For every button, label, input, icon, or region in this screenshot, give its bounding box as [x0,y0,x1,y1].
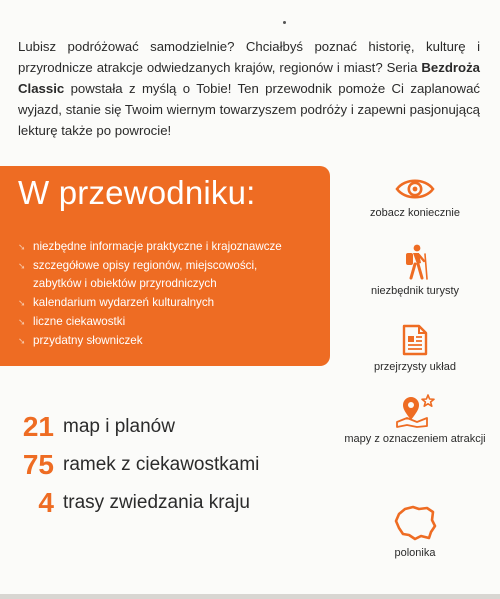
eye-icon [395,176,435,202]
arrow-bullet-icon: ➘ [18,260,26,271]
hiker-icon [400,244,430,280]
box-title: W przewodniku: [18,174,256,211]
intro-text-2: powstała z myślą o Tobie! Ten przewodnik pomoże Ci zaplanować wyjazd, stanie się Twoim wiernym towarzyszem podróży i zapewni pasjonującą lekturę także po powrocie! [18,81,480,138]
guide-contents-box [0,166,330,366]
feature-polonika [340,504,490,561]
list-item-text: zabytków i obiektów przyrodniczych [33,277,217,291]
list-item [18,238,318,257]
print-dot [283,21,286,24]
arrow-bullet-icon: ➘ [18,335,26,346]
list-item-text: przydatny słowniczek [33,333,143,347]
contents-list [18,238,318,350]
series-name: Bezdroża Classic [18,60,480,96]
stat-number: 4 [38,487,54,518]
stat-label: map i planów [63,416,175,437]
stats-list [18,408,259,522]
list-item [18,257,318,276]
feature-tourist-kit [340,244,490,299]
stat-routes [18,484,259,522]
list-item [18,313,318,332]
poland-map-icon [393,504,437,542]
stat-number: 21 [22,411,54,442]
intro-paragraph [18,36,480,141]
stat-label: trasy zwiedzania kraju [63,492,250,513]
intro-text-1: Lubisz podróżować samodzielnie? Chciałbyś poznać historię, kulturę i przyrodnicze atrakcje odwiedzanych krajów, regionów i miast? Seria [18,39,480,75]
stat-number: 75 [22,449,54,480]
feature-label: polonika [394,547,436,559]
feature-label: przejrzysty układ [374,361,456,373]
map-pin-star-icon [393,392,437,428]
feature-label: mapy z oznaczeniem atrakcji [344,433,486,445]
stat-boxes [18,446,259,484]
page-edge [0,594,500,599]
list-item-text: niezbędne informacje praktyczne i krajoznawcze [33,240,282,253]
feature-clear-layout [340,324,490,375]
list-item-text: liczne ciekawostki [33,314,126,328]
list-item [18,332,318,351]
feature-label: niezbędnik turysty [370,285,460,297]
feature-label: zobacz koniecznie [370,207,460,219]
document-icon [402,324,428,356]
arrow-bullet-icon: ➘ [18,316,26,327]
list-item-text: szczegółowe opisy regionów, miejscowości, [33,258,258,272]
arrow-bullet-icon: ➘ [18,298,26,309]
stat-maps [18,408,259,446]
list-item [18,294,318,313]
feature-maps [340,392,490,447]
list-item-continuation [18,275,318,294]
stat-label: ramek z ciekawostkami [63,454,260,475]
feature-must-see [340,176,490,221]
arrow-bullet-icon: ➘ [18,242,26,252]
list-item-text: kalendarium wydarzeń kulturalnych [33,296,215,310]
